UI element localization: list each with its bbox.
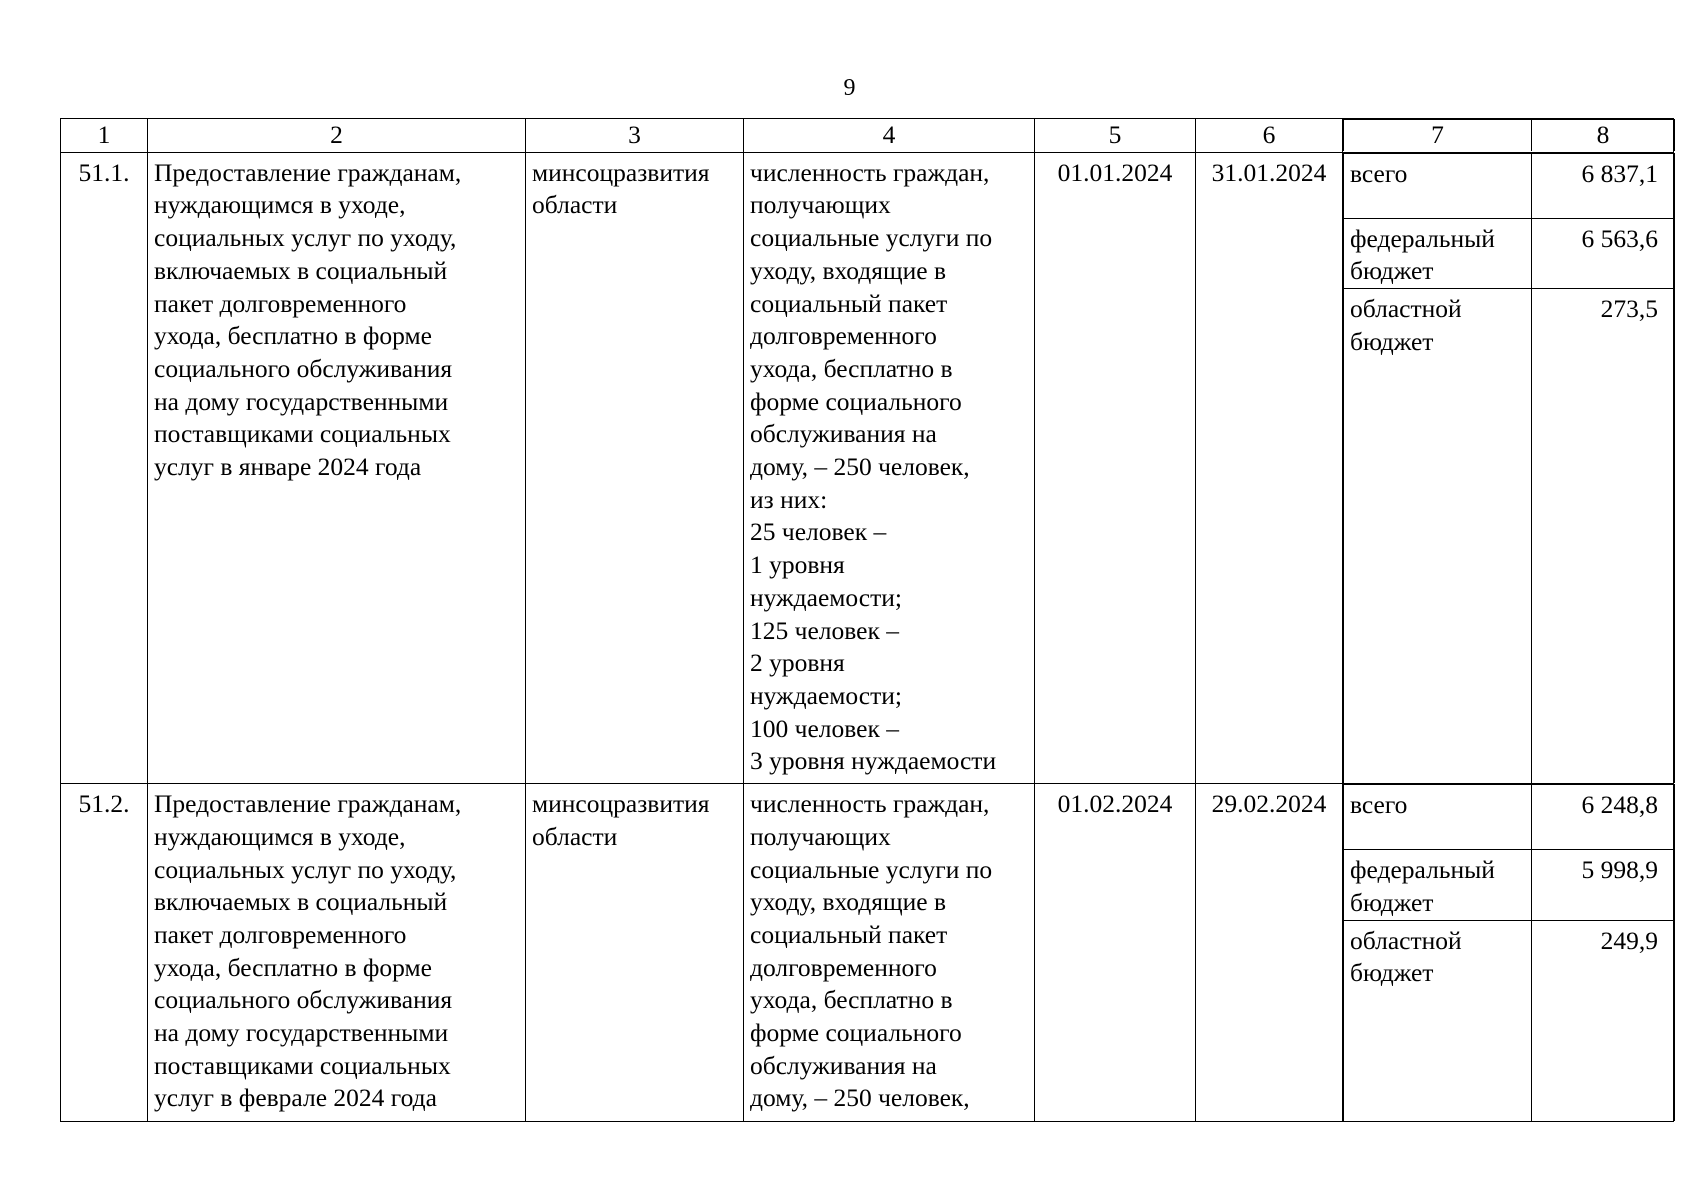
funding-source: всего	[1344, 153, 1532, 218]
funding-row	[1344, 153, 1675, 218]
table-row	[61, 152, 1674, 783]
indicator: численность граждан, получающих социальные услуги по уходу, входящие в социальный пакет долговременного ухода, бесплатно в форме социального обслуживания на дому, – 250 человек,	[744, 784, 1035, 1121]
row-number: 51.2.	[61, 784, 148, 1121]
funding-cell	[1343, 152, 1674, 783]
funding-source: областной бюджет	[1344, 920, 1532, 1121]
header-cell-6: 6	[1196, 119, 1343, 153]
row-number: 51.1.	[61, 152, 148, 783]
header-cell-4: 4	[744, 119, 1035, 153]
plan-table	[60, 118, 1674, 1122]
funding-cell	[1343, 784, 1674, 1121]
header-cell-2: 2	[148, 119, 526, 153]
funding-source: федеральный бюджет	[1344, 850, 1532, 920]
start-date: 01.02.2024	[1035, 784, 1196, 1121]
funding-row	[1344, 218, 1675, 288]
start-date: 01.01.2024	[1035, 152, 1196, 783]
funding-source: областной бюджет	[1344, 289, 1532, 784]
indicator: численность граждан, получающих социальные услуги по уходу, входящие в социальный пакет долговременного ухода, бесплатно в форме социального обслуживания на дому, – 250 человек, из них: 25 человек – 1 уровня нуждаемости; 125 человек – 2 уровня нуждаемости; 100 человек – 3 уровня нуждаемости	[744, 152, 1035, 783]
page-number: 9	[843, 75, 856, 101]
funding-amount: 6 248,8	[1532, 785, 1675, 850]
funding-row	[1344, 920, 1675, 1121]
end-date: 29.02.2024	[1196, 784, 1343, 1121]
end-date: 31.01.2024	[1196, 152, 1343, 783]
header-cell-8: 8	[1532, 120, 1675, 152]
funding-row	[1344, 850, 1675, 920]
funding-source: всего	[1344, 785, 1532, 850]
executor: минсоцразвития области	[526, 152, 744, 783]
header-cell-5: 5	[1035, 119, 1196, 153]
funding-amount: 6 837,1	[1532, 153, 1675, 218]
funding-amount: 6 563,6	[1532, 218, 1675, 288]
funding-source: федеральный бюджет	[1344, 218, 1532, 288]
event-description: Предоставление гражданам, нуждающимся в уходе, социальных услуг по уходу, включаемых в социальный пакет долговременного ухода, бесплатно в форме социального обслуживания на дому государственными поставщиками социальных услуг в январе 2024 года	[148, 152, 526, 783]
funding-amount: 5 998,9	[1532, 850, 1675, 920]
event-description: Предоставление гражданам, нуждающимся в уходе, социальных услуг по уходу, включаемых в социальный пакет долговременного ухода, бесплатно в форме социального обслуживания на дому государственными поставщиками социальных услуг в феврале 2024 года	[148, 784, 526, 1121]
funding-row	[1344, 785, 1675, 850]
header-row	[61, 119, 1674, 153]
executor: минсоцразвития области	[526, 784, 744, 1121]
header-cell-7-8	[1343, 119, 1674, 153]
funding-amount: 249,9	[1532, 920, 1675, 1121]
header-cell-7: 7	[1344, 120, 1532, 152]
funding-amount: 273,5	[1532, 289, 1675, 784]
header-cell-3: 3	[526, 119, 744, 153]
funding-row	[1344, 289, 1675, 784]
header-cell-1: 1	[61, 119, 148, 153]
table-row	[61, 784, 1674, 1121]
